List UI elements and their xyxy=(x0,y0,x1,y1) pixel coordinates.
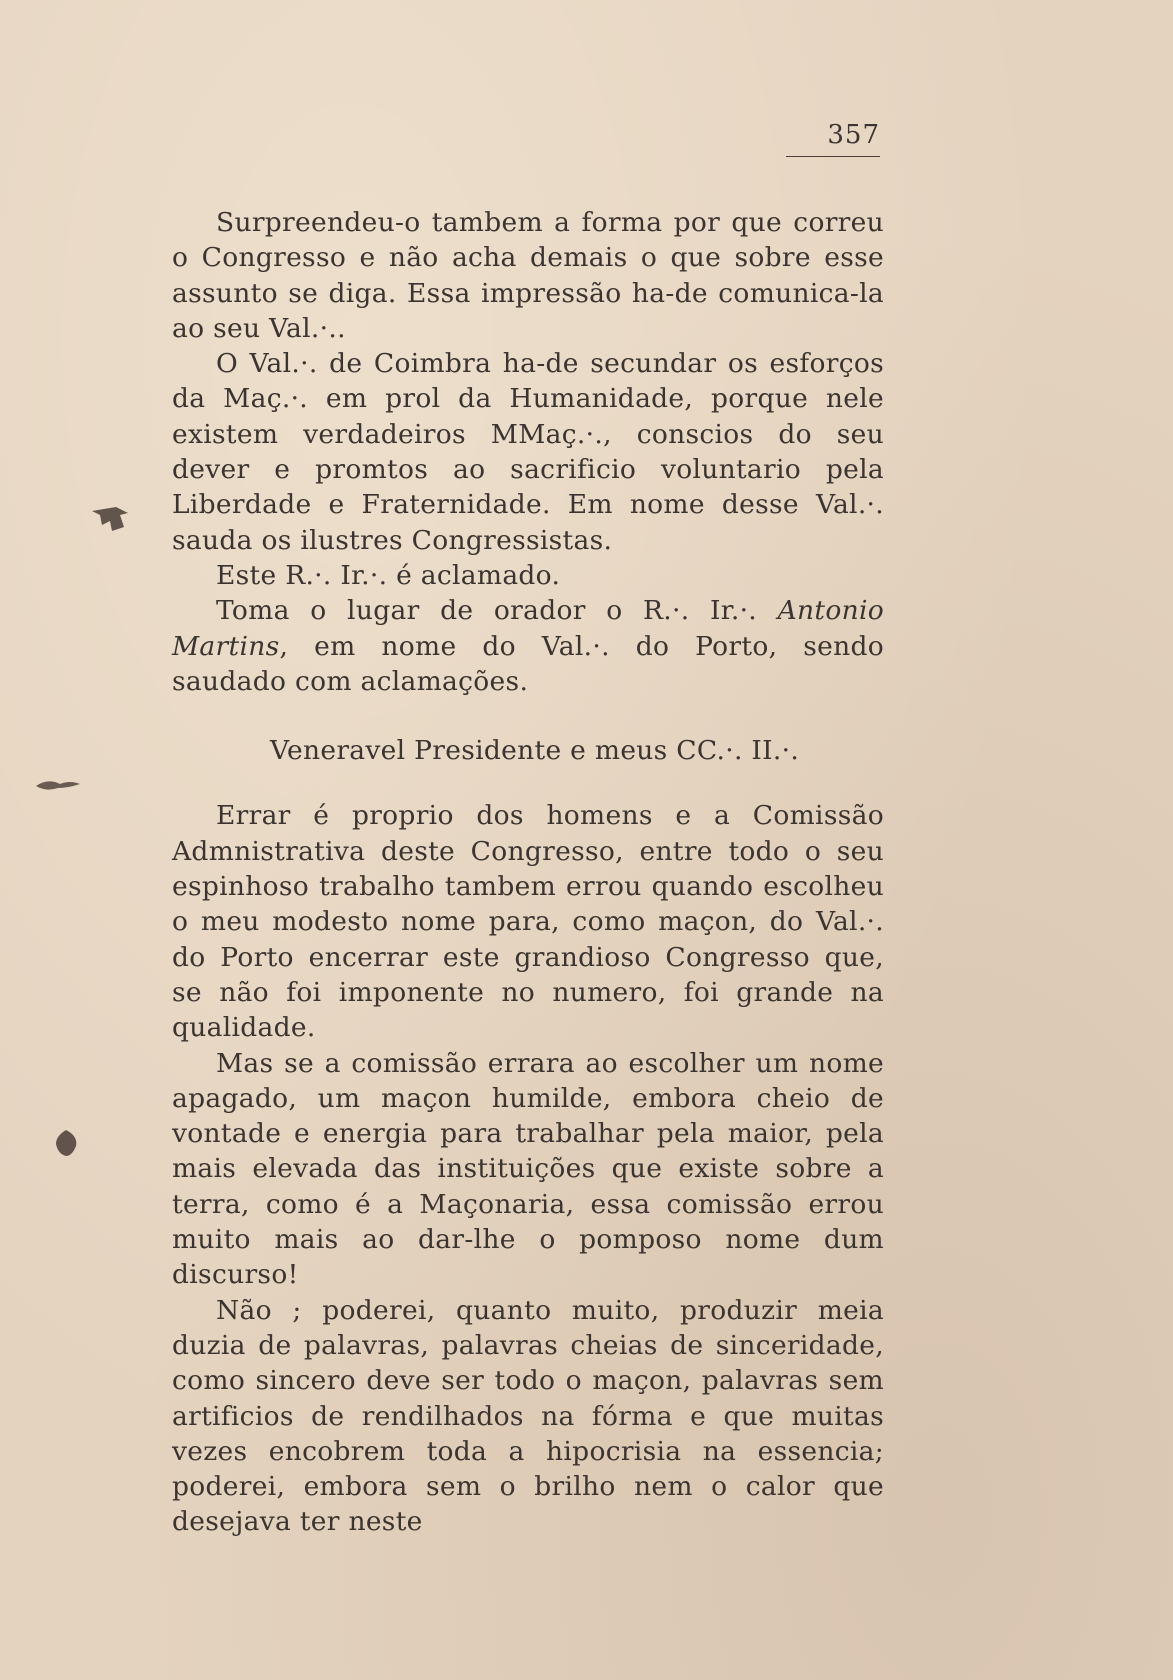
speech-salutation: Veneravel Presidente e meus CC.·. II.·. xyxy=(270,735,800,767)
ink-blot-mark xyxy=(90,505,130,533)
ink-smudge-mark xyxy=(34,776,82,794)
speech-paragraph-2: Mas se a comissão errara ao escolher um nome apagado, um maçon humilde, embora cheio de vontade e energia para trabalhar pela maior, pela mais elevada das instituições que existe sobre a terra, como é a Maçonaria, essa comissão errou muito mais ao dar-lhe o pomposo nome dum discurso! xyxy=(172,1047,884,1291)
orador-lead: Toma o lugar de orador o R.·. Ir.·. xyxy=(216,595,778,627)
orador-tail: , em nome do Val.·. do Porto, sendo saudado com aclamações. xyxy=(172,630,884,697)
speech-paragraph-3: Não ; poderei, quanto muito, produzir meia duzia de palavras, palavras cheias de sinceridade, como sincero deve ser todo o maçon, palavras sem artificios de rendilhados na fórma e que muitas vezes encobrem toda a hipocrisia na essencia; poderei, embora sem o brilho nem o calor que desejava ter neste xyxy=(172,1294,884,1538)
ink-drop-mark xyxy=(52,1128,80,1158)
body-text xyxy=(172,205,884,1540)
page-number: 357 xyxy=(786,120,880,157)
paragraph-3: Este R.·. Ir.·. é aclamado. xyxy=(216,559,561,591)
paragraph-1: Surpreendeu-o tambem a forma por que correu o Congresso e não acha demais o que sobre esse assunto se diga. Essa impressão ha-de comunica-la ao seu Val.·.. xyxy=(172,207,884,344)
paragraph-2: O Val.·. de Coimbra ha-de secundar os esforços da Maç.·. em prol da Humanidade, porque nele existem verdadeiros MMaç.·., conscios do seu dever e promtos ao sacrificio voluntario pela Liberdade e Fraternidade. Em nome desse Val.·. sauda os ilustres Congressistas. xyxy=(172,348,884,556)
orador-name: Antonio Martins xyxy=(172,595,884,662)
paragraph-orador xyxy=(172,593,884,699)
speech-paragraph-1: Errar é proprio dos homens e a Comissão Admnistrativa deste Congresso, entre todo o seu espinhoso trabalho tambem errou quando escolheu o meu modesto nome para, como maçon, do Val.·. do Porto encerrar este grandioso Congresso que, se não foi imponente no numero, foi grande na qualidade. xyxy=(172,800,884,1044)
